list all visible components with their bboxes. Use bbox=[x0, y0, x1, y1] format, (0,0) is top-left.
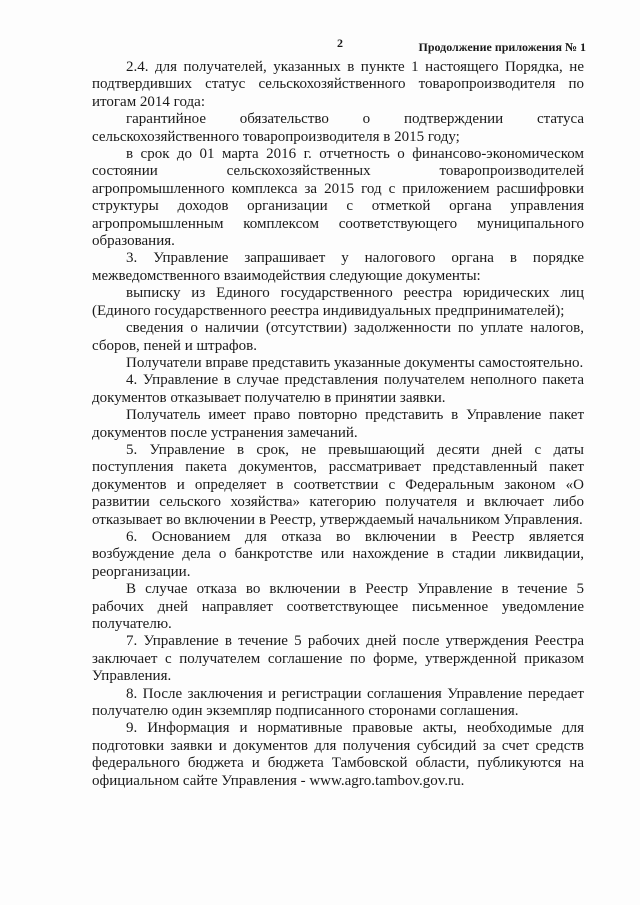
paragraph-reporting-deadline: в срок до 01 марта 2016 г. отчетность о финансово-экономическом состоянии сельскохозяйственных товаропроизводителей агропромышленного комплекса за 2015 год с приложением расшифровки структуры доходов организации с отметкой органа управления агропромышленным комплексом соответствующего муниципального образования. bbox=[92, 146, 584, 250]
paragraph-4: 4. Управление в случае представления получателем неполного пакета документов отказывает получателю в принятии заявки. bbox=[92, 372, 584, 406]
paragraph-9: 9. Информация и нормативные правовые акты, необходимые для подготовки заявки и документов для получения субсидий за счет средств федерального бюджета и бюджета Тамбовской области, публикуются на официальном сайте Управления - www.agro.tambov.gov.ru. bbox=[92, 720, 584, 789]
paragraph-8: 8. После заключения и регистрации соглашения Управление передает получателю один экземпляр подписанного сторонами соглашения. bbox=[92, 685, 584, 720]
paragraph-tax-debt-info: сведения о наличии (отсутствии) задолженности по уплате налогов, сборов, пеней и штрафов. bbox=[92, 320, 584, 354]
paragraph-3: 3. Управление запрашивает у налогового органа в порядке межведомственного взаимодействия следующие документы: bbox=[92, 250, 584, 284]
page-number: 2 bbox=[337, 36, 343, 50]
paragraph-refusal-notice: В случае отказа во включении в Реестр Управление в течение 5 рабочих дней направляет соответствующее письменное уведомление получателю. bbox=[92, 581, 584, 632]
paragraph-2-4: 2.4. для получателей, указанных в пункте 1 настоящего Порядка, не подтвердивших статус сельскохозяйственного товаропроизводителя по итогам 2014 года: bbox=[92, 59, 584, 110]
paragraph-registry-extract: выписку из Единого государственного реестра юридических лиц (Единого государственного реестра индивидуальных предпринимателей); bbox=[92, 285, 584, 319]
appendix-continuation-header: Продолжение приложения № 1 bbox=[418, 40, 586, 54]
paragraph-5: 5. Управление в срок, не превышающий десяти дней с даты поступления пакета документов, рассматривает представленный пакет документов и определяет в соответствии с Федеральным законом «О развитии сельского хозяйства» категорию получателя и включает либо отказывает во включении в Реестр, утверждаемый начальником Управления. bbox=[92, 441, 584, 528]
paragraph-guarantee: гарантийное обязательство о подтверждении статуса сельскохозяйственного товаропроизводителя в 2015 году; bbox=[92, 111, 584, 145]
document-body bbox=[92, 59, 584, 790]
paragraph-resubmission: Получатель имеет право повторно представить в Управление пакет документов после устранения замечаний. bbox=[92, 407, 584, 441]
paragraph-7: 7. Управление в течение 5 рабочих дней после утверждения Реестра заключает с получателем соглашение по форме, утвержденной приказом Управления. bbox=[92, 633, 584, 685]
paragraph-6: 6. Основанием для отказа во включении в Реестр является возбуждение дела о банкротстве или нахождение в стадии ликвидации, реорганизации. bbox=[92, 528, 584, 580]
paragraph-self-submission: Получатели вправе представить указанные документы самостоятельно. bbox=[126, 354, 584, 371]
